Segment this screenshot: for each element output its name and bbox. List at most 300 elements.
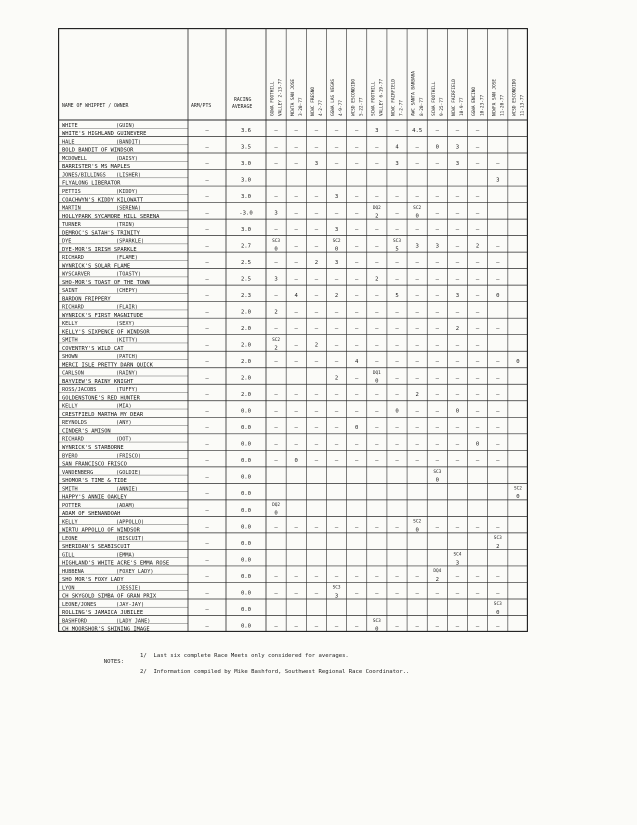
meet-result: — xyxy=(334,458,339,465)
meet-result: — xyxy=(294,623,298,630)
meet-result: — xyxy=(435,441,439,448)
meet-result: 2 xyxy=(334,293,339,300)
owner-name: RICHARD xyxy=(62,304,84,311)
meet-result: — xyxy=(294,243,298,250)
meet-result: 0 xyxy=(496,293,500,300)
arm-pts: — xyxy=(205,276,209,283)
meet-result: — xyxy=(395,226,399,233)
meet-result: — xyxy=(355,590,359,597)
meet-result: — xyxy=(475,193,480,200)
meet-result: — xyxy=(334,408,339,415)
racing-average: 0.0 xyxy=(240,540,252,547)
meet-result: — xyxy=(475,260,480,267)
racing-average: 0.0 xyxy=(240,425,252,432)
arm-pts: — xyxy=(205,127,209,134)
meet-result: — xyxy=(435,210,439,217)
meet-result: 3 xyxy=(375,127,379,134)
notes-label: NOTES: xyxy=(103,659,124,665)
arm-pts: — xyxy=(205,243,209,250)
meet-result: 3 xyxy=(455,144,460,151)
whippet-name: CH SKYGOLD SIMBA OF GRAN PRIX xyxy=(62,593,157,600)
meet-result: — xyxy=(455,590,460,597)
meet-result: 5 xyxy=(395,246,399,253)
meet-result: — xyxy=(355,144,359,151)
meet-result: — xyxy=(294,573,298,580)
call-name: (BANDIT) xyxy=(116,139,141,146)
meet-result: — xyxy=(415,326,419,333)
owner-name: HALE xyxy=(62,139,75,146)
meet-result: — xyxy=(455,458,460,465)
arm-pts: — xyxy=(205,491,209,498)
meet-result: — xyxy=(435,260,439,267)
arm-pts: — xyxy=(205,226,209,233)
meet-result: — xyxy=(294,425,298,432)
meet-result: — xyxy=(395,524,399,531)
meet-result: — xyxy=(355,573,359,580)
meet-result: — xyxy=(435,458,439,465)
meet-header-date: VALLEY 6-19-77 xyxy=(379,78,385,116)
meet-result: — xyxy=(455,392,460,399)
note-2: 2/ Information compiled by Mike Bashford, Southwest Regional Race Coordinator.. xyxy=(140,669,410,675)
meet-result: — xyxy=(294,210,298,217)
ranking-table xyxy=(58,28,528,632)
arm-pts: — xyxy=(205,359,209,366)
meet-result: — xyxy=(375,326,379,333)
meet-result: — xyxy=(274,144,278,151)
avg-column-header-2: AVERAGE xyxy=(232,105,253,110)
meet-result: — xyxy=(314,243,319,250)
meet-result: 0 xyxy=(496,609,500,616)
arm-pts: — xyxy=(205,210,209,217)
meet-result: 4 xyxy=(294,293,298,300)
owner-name: MARTIN xyxy=(62,205,81,212)
call-name: (PATCH) xyxy=(116,354,138,361)
call-name: (ANNIE) xyxy=(116,486,138,493)
meet-result: — xyxy=(395,359,399,366)
result-tag: SC3 xyxy=(433,470,442,476)
racing-average: 2.0 xyxy=(240,359,252,366)
meet-header: SCWA FOOTHILL xyxy=(371,81,377,116)
meet-result: — xyxy=(435,623,439,630)
meet-result: — xyxy=(375,243,379,250)
arm-pts: — xyxy=(205,342,209,349)
meet-result: 0 xyxy=(516,359,520,366)
whippet-name: CH MOORSHOR'S SHINING IMAGE xyxy=(62,626,150,632)
meet-result: — xyxy=(314,226,319,233)
meet-result: — xyxy=(355,293,359,300)
owner-name: BASHFORD xyxy=(62,618,87,625)
owner-name: LEONE/JONES xyxy=(62,601,97,608)
meet-result: — xyxy=(355,441,359,448)
meet-result: 3 xyxy=(334,593,339,600)
meet-result: — xyxy=(314,441,319,448)
owner-name: WYSCARVER xyxy=(62,271,91,278)
meet-result: 5 xyxy=(395,293,399,300)
arm-pts: — xyxy=(205,507,209,514)
meet-result: — xyxy=(435,425,439,432)
whippet-name: GOLDENSTONE'S RED HUNTER xyxy=(62,395,140,402)
meet-result: — xyxy=(415,260,419,267)
whippet-name: WHITE'S HIGHLAND GUINEVERE xyxy=(62,131,147,138)
meet-result: 3 xyxy=(314,160,319,167)
meet-result: — xyxy=(355,226,359,233)
whippet-name: WYNRICK'S SOLAR FLAME xyxy=(62,263,131,270)
meet-result: — xyxy=(375,193,379,200)
meet-header-date: 9-25-77 xyxy=(439,97,445,116)
meet-result: — xyxy=(334,144,339,151)
meet-result: — xyxy=(334,160,339,167)
meet-result: — xyxy=(475,623,480,630)
meet-result: — xyxy=(334,276,339,283)
owner-name: RICHARD xyxy=(62,436,84,443)
owner-name: LEONE xyxy=(62,535,78,542)
call-name: (JESSIE) xyxy=(116,585,141,592)
meet-result: — xyxy=(294,392,298,399)
meet-result: — xyxy=(415,408,419,415)
meet-result: — xyxy=(415,293,419,300)
meet-result: — xyxy=(294,160,298,167)
meet-result: — xyxy=(314,127,319,134)
meet-result: 4 xyxy=(395,144,399,151)
result-tag: SC2 xyxy=(413,519,422,525)
meet-result: — xyxy=(475,309,480,316)
racing-average: 2.3 xyxy=(240,293,252,300)
note-1: 1/ Last six complete Race Meets only considered for averages. xyxy=(140,653,349,659)
result-tag: SC2 xyxy=(413,205,422,211)
whippet-name: SHOMOR'S TIME & TIDE xyxy=(62,478,127,485)
meet-result: 2 xyxy=(334,375,339,382)
racing-average: 2.0 xyxy=(240,326,252,333)
whippet-name: CRESTFIELD MARTHA MY DEAR xyxy=(62,411,144,418)
meet-result: — xyxy=(375,160,379,167)
call-name: (TUFFY) xyxy=(116,387,138,394)
meet-result: — xyxy=(314,590,319,597)
meet-result: — xyxy=(415,425,419,432)
meet-result: 2 xyxy=(274,309,278,316)
meet-result: — xyxy=(375,293,379,300)
meet-result: — xyxy=(496,590,500,597)
meet-result: — xyxy=(496,160,500,167)
meet-result: — xyxy=(355,260,359,267)
racing-average: 0.0 xyxy=(240,590,252,597)
result-tag: SC3 xyxy=(493,536,502,542)
meet-result: 0 xyxy=(355,425,359,432)
meet-result: — xyxy=(355,458,359,465)
meet-result: 0 xyxy=(516,494,520,501)
whippet-name: CINDER'S AMISON xyxy=(62,428,111,435)
meet-result: — xyxy=(415,573,419,580)
meet-result: 3 xyxy=(274,210,278,217)
meet-result: 3 xyxy=(455,560,460,567)
result-tag: SC2 xyxy=(272,337,281,343)
whippet-name: DYE-MOR'S IRISH SPARKLE xyxy=(62,246,137,253)
racing-average: 0.0 xyxy=(240,408,252,415)
meet-result: — xyxy=(274,260,278,267)
meet-result: — xyxy=(355,160,359,167)
meet-result: — xyxy=(455,127,460,134)
meet-result: — xyxy=(455,623,460,630)
arm-column-header: ARM/PTS xyxy=(191,104,212,109)
meet-result: — xyxy=(274,590,278,597)
meet-result: — xyxy=(294,524,298,531)
meet-result: — xyxy=(375,260,379,267)
racing-average: 0.0 xyxy=(240,524,252,531)
meet-result: — xyxy=(334,342,339,349)
meet-result: — xyxy=(415,590,419,597)
meet-result: — xyxy=(375,392,379,399)
meet-result: — xyxy=(415,458,419,465)
meet-result: — xyxy=(314,524,319,531)
whippet-name: HAPPY'S ANNIE OAKLEY xyxy=(62,494,127,501)
meet-header: GGWA FOOTHILL xyxy=(270,81,276,116)
meet-result: — xyxy=(314,144,319,151)
meet-result: — xyxy=(455,210,460,217)
result-tag: SC2 xyxy=(513,486,522,492)
meet-result: — xyxy=(294,441,298,448)
result-tag: DQ2 xyxy=(372,205,381,211)
owner-name: VANDENBERG xyxy=(62,469,94,476)
owner-name: KELLY xyxy=(62,321,78,328)
meet-result: 2 xyxy=(415,392,419,399)
meet-result: — xyxy=(455,425,460,432)
result-tag: SC3 xyxy=(332,585,341,591)
meet-result: — xyxy=(294,144,298,151)
meet-result: — xyxy=(355,524,359,531)
meet-result: — xyxy=(334,573,339,580)
whippet-name: SHO MOR'S FOXY LADY xyxy=(62,577,124,584)
owner-name: SMITH xyxy=(62,337,78,344)
meet-result: — xyxy=(395,326,399,333)
racing-average: 2.0 xyxy=(240,392,252,399)
call-name: (DAISY) xyxy=(116,155,138,162)
meet-result: — xyxy=(314,276,319,283)
result-tag: SC4 xyxy=(453,552,462,558)
whippet-name: HIGHLAND'S WHITE ACRE'S EMMA ROSE xyxy=(62,560,170,567)
meet-result: — xyxy=(375,524,379,531)
meet-result: — xyxy=(455,441,460,448)
meet-result: — xyxy=(334,623,339,630)
meet-result: 2 xyxy=(314,260,319,267)
meet-result: — xyxy=(415,160,419,167)
racing-average: 2.0 xyxy=(240,342,252,349)
meet-result: — xyxy=(274,458,278,465)
whippet-name: WYNRICK'S STARBORNE xyxy=(62,445,124,452)
arm-pts: — xyxy=(205,309,209,316)
meet-result: 3 xyxy=(274,276,278,283)
call-name: (KIDDY) xyxy=(116,189,138,196)
meet-result: 4.5 xyxy=(412,127,423,134)
meet-result: — xyxy=(294,309,298,316)
result-tag: DQ1 xyxy=(372,371,381,377)
meet-result: — xyxy=(455,573,460,580)
racing-average: 3.5 xyxy=(240,144,252,151)
arm-pts: — xyxy=(205,293,209,300)
meet-result: — xyxy=(496,359,500,366)
arm-pts: — xyxy=(205,458,209,465)
whippet-name: SHO-MOR'S TOAST OF THE TOWN xyxy=(62,279,150,286)
owner-name: JONES/BILLINGS xyxy=(62,172,106,179)
meet-result: — xyxy=(496,243,500,250)
owner-name: TURNER xyxy=(62,222,81,229)
meet-result: — xyxy=(274,326,278,333)
meet-result: — xyxy=(294,342,298,349)
meet-result: 3 xyxy=(395,160,399,167)
meet-result: — xyxy=(375,441,379,448)
meet-result: — xyxy=(415,375,419,382)
meet-header: WCSD ESCONDIDO xyxy=(351,78,357,116)
meet-result: — xyxy=(496,441,500,448)
racing-average: 3.0 xyxy=(240,177,252,184)
racing-average: 0.0 xyxy=(240,491,252,498)
name-column-header: NAME OF WHIPPET / OWNER xyxy=(62,104,129,109)
meet-result: 2 xyxy=(375,213,379,220)
call-name: (GOLDIE) xyxy=(116,469,141,476)
call-name: (TOASTY) xyxy=(116,271,141,278)
meet-result: — xyxy=(435,160,439,167)
meet-result: — xyxy=(314,293,319,300)
meet-result: 0 xyxy=(274,510,278,517)
owner-name: DYE xyxy=(62,238,72,245)
meet-result: — xyxy=(334,359,339,366)
meet-result: — xyxy=(455,193,460,200)
arm-pts: — xyxy=(205,524,209,531)
meet-result: 2 xyxy=(314,342,319,349)
arm-pts: — xyxy=(205,160,209,167)
racing-average: 2.7 xyxy=(240,243,252,250)
meet-result: — xyxy=(294,127,298,134)
owner-name: LYON xyxy=(62,585,75,592)
meet-result: — xyxy=(375,458,379,465)
meet-result: 0 xyxy=(415,213,419,220)
meet-header: AWC SANTA BARBARA xyxy=(411,71,417,116)
meet-result: — xyxy=(435,392,439,399)
meet-result: — xyxy=(496,375,500,382)
whippet-name: FLYALONG LIBERATOR xyxy=(62,180,121,187)
meet-header: GGWA LAS VEGAS xyxy=(331,78,337,116)
meet-result: — xyxy=(314,425,319,432)
meet-header: NCWC FRESNO xyxy=(310,86,316,116)
call-name: (SERENA) xyxy=(116,205,141,212)
meet-result: — xyxy=(435,127,439,134)
whippet-name: BAYVIEW'S RAINY KNIGHT xyxy=(62,378,134,385)
meet-result: — xyxy=(355,243,359,250)
meet-result: — xyxy=(375,425,379,432)
meet-result: — xyxy=(314,573,319,580)
meet-result: — xyxy=(355,375,359,382)
arm-pts: — xyxy=(205,375,209,382)
call-name: (SEXY) xyxy=(116,321,135,328)
meet-result: 4 xyxy=(355,359,359,366)
meet-result: — xyxy=(496,623,500,630)
meet-result: — xyxy=(294,260,298,267)
racing-average: 3.0 xyxy=(240,226,252,233)
meet-header-date: 4-2-77 xyxy=(319,100,325,116)
meet-result: — xyxy=(334,425,339,432)
meet-result: — xyxy=(395,210,399,217)
meet-result: — xyxy=(455,524,460,531)
meet-result: — xyxy=(475,226,480,233)
result-tag: SC3 xyxy=(393,238,401,244)
owner-name: GILL xyxy=(62,552,75,559)
whippet-name: KELLY'S SIXPENCE OF WINDSOR xyxy=(62,329,150,336)
owner-name: BYERO xyxy=(62,453,78,460)
meet-result: 3 xyxy=(455,160,460,167)
call-name: (ADAM) xyxy=(116,502,135,509)
owner-name: SHOWN xyxy=(62,354,78,361)
meet-result: 2 xyxy=(455,326,460,333)
whippet-name: COVENTRY'S WILD CAT xyxy=(62,345,124,352)
meet-result: 0 xyxy=(475,441,480,448)
meet-result: — xyxy=(395,441,399,448)
meet-result: — xyxy=(395,375,399,382)
meet-result: — xyxy=(475,425,480,432)
arm-pts: — xyxy=(205,177,209,184)
meet-result: — xyxy=(375,359,379,366)
result-tag: DQ2 xyxy=(272,503,281,509)
meet-result: — xyxy=(294,590,298,597)
meet-result: — xyxy=(475,342,480,349)
meet-header: GGWA ENCINO xyxy=(472,86,478,116)
meet-result: 3 xyxy=(496,177,500,184)
meet-result: — xyxy=(395,342,399,349)
whippet-name: WYNRICK'S FIRST MAGNITUDE xyxy=(62,312,144,319)
meet-result: — xyxy=(375,590,379,597)
meet-result: — xyxy=(435,326,439,333)
meet-result: — xyxy=(274,425,278,432)
whippet-name: WIRTU APPOLLO OF WINDSOR xyxy=(62,527,140,534)
meet-result: — xyxy=(274,193,278,200)
call-name: (FLAME) xyxy=(116,255,138,262)
call-name: (GUIN) xyxy=(116,122,135,129)
meet-result: — xyxy=(435,359,439,366)
meet-result: — xyxy=(274,392,278,399)
whippet-name: ADAM OF SHENANDOAH xyxy=(62,511,121,518)
meet-result: — xyxy=(475,144,480,151)
meet-header: NCWC FAIRFIELD xyxy=(391,78,397,116)
racing-average: 0.0 xyxy=(240,458,252,465)
owner-name: REYNOLDS xyxy=(62,420,87,427)
racing-average: 0.0 xyxy=(240,441,252,448)
meet-header: NCWFA SAN JOSE xyxy=(492,78,498,116)
meet-result: — xyxy=(334,326,339,333)
racing-average: 2.5 xyxy=(240,260,252,267)
call-name: (JAY-JAY) xyxy=(116,601,145,608)
call-name: (APPOLLO) xyxy=(116,519,145,526)
meet-result: — xyxy=(355,408,359,415)
whippet-name: DEMROC'S SATAH'S TRINITY xyxy=(62,230,140,237)
meet-result: — xyxy=(395,260,399,267)
arm-pts: — xyxy=(205,326,209,333)
meet-result: 3 xyxy=(334,260,339,267)
whippet-name: BARRISTER'S MS MAPLES xyxy=(62,164,131,171)
meet-result: 3 xyxy=(415,243,419,250)
call-name: (SPARKLE) xyxy=(116,238,145,245)
meet-result: — xyxy=(455,309,460,316)
meet-result: — xyxy=(274,127,278,134)
meet-result: — xyxy=(355,623,359,630)
owner-name: HUBBENA xyxy=(62,568,84,575)
owner-name: RICHARD xyxy=(62,255,84,262)
arm-pts: — xyxy=(205,590,209,597)
racing-average: 0.0 xyxy=(240,557,252,564)
call-name: (LADY JANE) xyxy=(116,618,151,625)
meet-result: — xyxy=(274,160,278,167)
call-name: (MIA) xyxy=(116,403,132,410)
meet-header-date: 10-23-77 xyxy=(480,94,486,116)
owner-name: SAINT xyxy=(62,288,78,295)
meet-result: — xyxy=(475,590,480,597)
racing-average: 3.6 xyxy=(240,127,252,134)
